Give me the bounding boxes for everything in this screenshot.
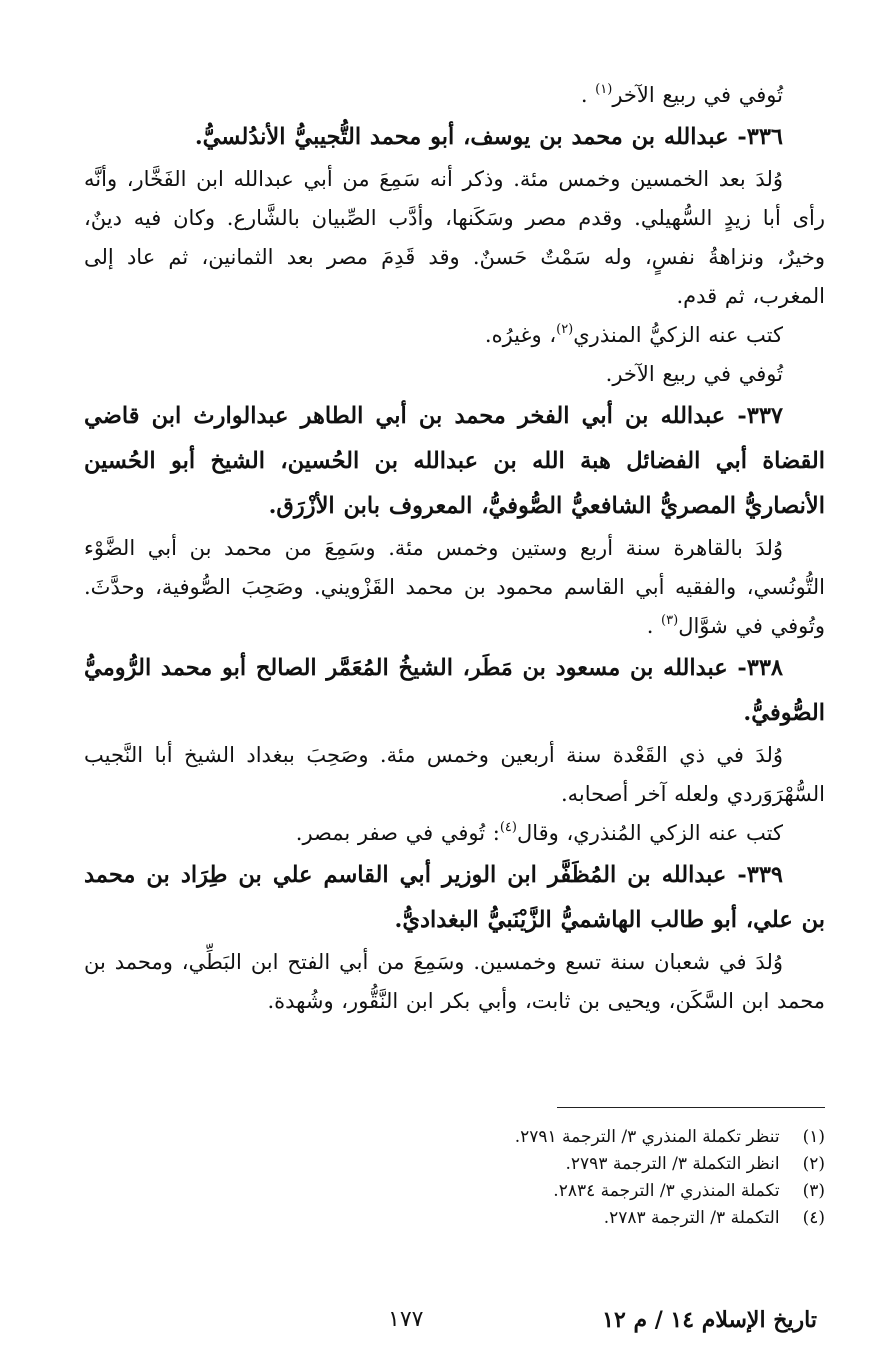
footnote-marker: (٢) [556, 322, 574, 337]
footnote-text: تنظر تكملة المنذري ٣/ الترجمة ٢٧٩١. [514, 1127, 780, 1147]
paragraph-text-end: ، وغيرُه. [484, 323, 557, 347]
footnote-marker: (٤) [499, 820, 517, 835]
entry-heading [84, 394, 825, 529]
footnote-number: (١) [802, 1127, 825, 1147]
entry-paragraph [84, 814, 825, 853]
paragraph-text: كتب عنه الزكيُّ المنذري [573, 323, 783, 347]
running-title: تاريخ الإسلام ١٤ / م ١٢ [602, 1307, 817, 1333]
paragraph-text-end: . [646, 614, 662, 638]
entry-paragraph [84, 529, 825, 646]
entry-number: ٣٣٨- [737, 655, 783, 681]
entry-paragraph [84, 316, 825, 355]
footnote-marker: (١) [595, 82, 613, 97]
entry-heading [84, 853, 825, 943]
footnotes [84, 1124, 825, 1232]
footnote [84, 1205, 825, 1232]
main-text [84, 76, 825, 1021]
footnote-number: (٢) [802, 1154, 825, 1174]
entry-heading [84, 646, 825, 736]
entry-number: ٣٣٩- [737, 862, 783, 888]
paragraph-text-end: : تُوفي في صفر بمصر. [295, 821, 500, 845]
continuation-line [84, 76, 825, 115]
footnote-text: انظر التكملة ٣/ الترجمة ٢٧٩٣. [565, 1154, 780, 1174]
footnote-text: التكملة ٣/ الترجمة ٢٧٨٣. [603, 1208, 780, 1228]
footnote [84, 1124, 825, 1151]
entry-paragraph: تُوفي في ربيع الآخر. [605, 362, 783, 386]
footnote [84, 1151, 825, 1178]
footnote-number: (٤) [802, 1208, 825, 1228]
line-text-end: . [580, 83, 596, 107]
line-text: تُوفي في ربيع الآخر [612, 83, 783, 107]
entry-paragraph: وُلدَ بعد الخمسين وخمس مئة. وذكر أنه سَمِعَ من أبي عبدالله ابن الفَخَّار، وأنَّه رأى أبا زيدٍ السُّهيلي. وقدم مصر وسَكَنها، وأدَّب الصِّبيان بالشَّارع. وكان فيه دينٌ، وخيرٌ، ونزاهةُ نفسٍ، وله سَمْتٌ حَسنٌ. وقد قَدِمَ مصر بعد الثمانين، ثم عاد إلى المغرب، ثم قدم. [84, 167, 825, 308]
entry-name: عبدالله بن المُظَفَّر ابن الوزير أبي القاسم علي بن طِرَاد بن محمد بن علي، أبو طالب الهاشميُّ الزَّيْنَبيُّ البغداديُّ. [84, 862, 825, 933]
paragraph-text: كتب عنه الزكي المُنذري، وقال [516, 821, 783, 845]
entry-heading [84, 115, 825, 160]
entry-name: عبدالله بن مسعود بن مَطَر، الشيخُ المُعَمَّر الصالح أبو محمد الرُّوميُّ الصُّوفيُّ. [84, 655, 825, 726]
footnote-divider [557, 1107, 825, 1108]
entry-paragraph: وُلدَ في شعبان سنة تسع وخمسين. وسَمِعَ من أبي الفتح ابن البَطِّي، ومحمد بن محمد ابن السَّكَن، ويحيى بن ثابت، وأبي بكر ابن النَّقُّور، وشُهدة. [84, 950, 825, 1013]
footnote-marker: (٣) [661, 613, 679, 628]
entry-number: ٣٣٧- [737, 403, 783, 429]
entry-name: عبدالله بن محمد بن يوسف، أبو محمد التُّجيبيُّ الأندُلسيُّ. [194, 124, 729, 150]
footnote [84, 1178, 825, 1205]
footnote-text: تكملة المنذري ٣/ الترجمة ٢٨٣٤. [553, 1181, 780, 1201]
entry-name: عبدالله بن أبي الفخر محمد بن أبي الطاهر عبدالوارث ابن قاضي القضاة أبي الفضائل هبة الله بن عبدالله بن الحُسين، الشيخ أبو الحُسين الأنصاريُّ المصريُّ الشافعيُّ الصُّوفيُّ، المعروف بابن الأزْرَق. [84, 403, 825, 519]
entry-number: ٣٣٦- [737, 124, 783, 150]
entry-paragraph: وُلدَ في ذي القَعْدة سنة أربعين وخمس مئة. وصَحِبَ ببغداد الشيخ أبا النَّجيب السُّهْرَوَردي ولعله آخر أصحابه. [84, 743, 825, 806]
page-number: ١٧٧ [388, 1307, 424, 1332]
footnote-number: (٣) [802, 1181, 825, 1201]
paragraph-text: وُلدَ بالقاهرة سنة أربع وستين وخمس مئة. وسَمِعَ من محمد بن أبي الضَّوْء التُّونُسي، والفقيه أبي القاسم محمود بن محمد القَزْويني. وصَحِبَ الصُّوفية، وحدَّثَ. وتُوفي في شوَّال [84, 536, 825, 638]
